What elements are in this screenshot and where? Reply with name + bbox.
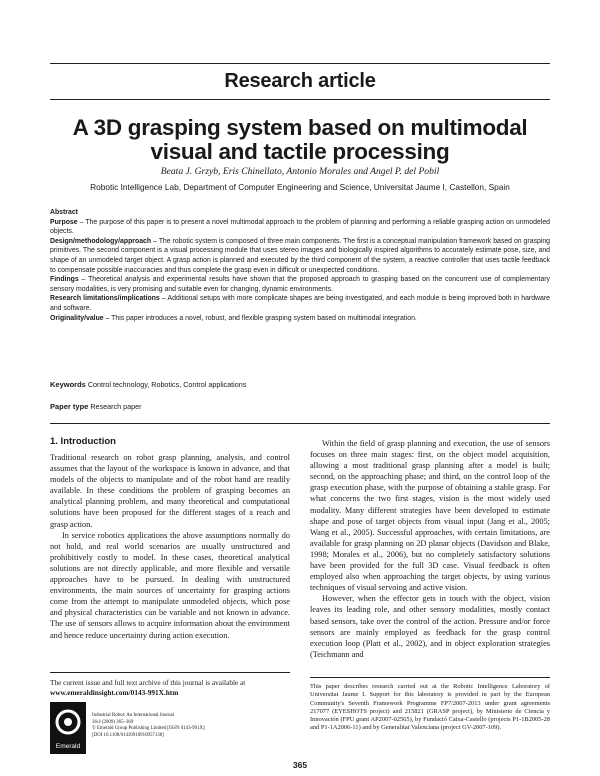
archive-note bbox=[50, 678, 290, 697]
purpose-label: Purpose bbox=[50, 218, 78, 226]
findings-text: – Theoretical analysis and experimental results have shown that the proposed approach to grasping based on the concurrent use of complementary sensory modalities, is very promising and suitable even for changing, dynamic environments. bbox=[50, 276, 550, 293]
logo-core bbox=[64, 718, 72, 726]
paper-title: A 3D grasping system based on multimodal visual and tactile processing bbox=[72, 115, 528, 164]
journal-volume: 36/4 (2009) 365–369 bbox=[92, 719, 134, 725]
paper-type-label: Paper type bbox=[50, 402, 89, 411]
abstract bbox=[50, 208, 550, 323]
limitations-label: Research limitations/implications bbox=[50, 295, 160, 303]
archive-link[interactable]: www.emeraldinsight.com/0143-991X.htm bbox=[50, 687, 179, 697]
page-number: 365 bbox=[292, 760, 308, 770]
paper-authors: Beata J. Grzyb, Eris Chinellato, Antonio Morales and Angel P. del Pobil bbox=[160, 166, 440, 177]
journal-name: Industrial Robot: An International Journal bbox=[92, 713, 175, 718]
purpose-text: – The purpose of this paper is to present a novel multimodal approach to the problem of planning and performing a reliable grasping action on unmodeled objects. bbox=[50, 218, 550, 236]
design-text: – The robotic system is composed of three main components. The first is a conceptual manipulation framework based on grasping primitives. The second component is a visual processing module that uses stereo images and biologically inspired algorithms to accurately estimate pose, size, and shape of an unmodeled target object. A grasp action is planned and executed by the third component of the system, a reactive controller that uses tactile feedback to compensate possible inaccuracies and thus complete the grasp even in difficult or unexpected conditions. bbox=[50, 237, 550, 274]
body-rule bbox=[50, 423, 550, 424]
originality-label: Originality/value bbox=[50, 314, 104, 322]
paragraph: Traditional research on robot grasp planning, analysis, and control assumes that the layout of the workspace is known in advance, and that models of the objects to manipulate and of the robot hand are readily available. In these conditions the problem of grasping becomes an analytical planning problem, and many theoretical and computational solutions have been proposed for the different stages of a reach and grasp action. bbox=[50, 453, 290, 529]
paper-affiliation: Robotic Intelligence Lab, Department of Computer Engineering and Science, Universitat Jaume I, Castellon, Spain bbox=[90, 182, 510, 192]
originality-text: – This paper introduces a novel, robust, and flexible grasping system based on multimodal integration. bbox=[105, 314, 417, 322]
emerald-logo bbox=[50, 702, 86, 754]
journal-copyright: © Emerald Group Publishing Limited [ISSN 0143-991X] bbox=[92, 726, 205, 732]
archive-note-text: The current issue and full text archive of this journal is available at bbox=[50, 678, 246, 687]
journal-doi: [DOI 10.1108/01439910910957138] bbox=[92, 733, 164, 739]
article-type-rule bbox=[50, 99, 550, 100]
limitations-text: – Additional setups with more complicate shapes are being investigated, and each module is being improved both in hardware and software. bbox=[50, 295, 550, 312]
keywords bbox=[50, 380, 550, 389]
paper-type-text: Research paper bbox=[90, 402, 142, 411]
article-type: Research article bbox=[224, 70, 376, 92]
funding-note: This paper describes research carried out at the Robotic Intelligence Laboratory of Universitat Jaume I. Support for this laboratory is provided in part by the European Community's Seventh Framework Programme FP7/2007-2013 under grant agreements 217077 (EYESHOTS project) and 215821 (GRASP project), by Ministerio de Ciencia y Innovación (FPU grant AP2007-02565), by Fundació Caixa-Castello (projects P1-1B2005-28 and P1-1A2006-11) and by Generalitat Valenciana (project GV-2007-109). bbox=[310, 683, 550, 732]
findings-label: Findings bbox=[50, 276, 79, 284]
design-label: Design/methodology/approach bbox=[50, 237, 152, 245]
paper-type bbox=[50, 402, 550, 411]
abstract-heading: Abstract bbox=[50, 209, 78, 216]
paragraph: In service robotics applications the above assumptions normally do not hold, and real world scenarios are usually unstructured and prohibitively costly to model. In these cases, theoretical analytical solutions are not directly applicable, and more flexible and versatile approaches have to be pursued. In dealing with unstructured environments, the main sources of uncertainty for grasping actions come from the attempt to manipulate unmodeled objects, which pose and physical characteristics can be variable and not known in advance. The use of sensors allows to acquire information about the environment and hence reduce uncertainty during action execution. bbox=[50, 530, 290, 640]
paragraph: However, when the effector gets in touch with the object, vision leaves its leading role, and other sensory modalities, mostly contact based sensors, take over the control of the action. Pressure and/or force sensors are mainly employed as feedback for the grasp control execution loop (Platt et al., 2002), and in object exploration strategies (Teichmann and bbox=[310, 594, 550, 659]
keywords-label: Keywords bbox=[50, 380, 86, 389]
footnote-rule-right bbox=[310, 677, 550, 678]
right-column bbox=[310, 438, 550, 660]
footnote-rule-left bbox=[50, 672, 290, 673]
paragraph: Within the field of grasp planning and execution, the use of sensors focuses on three main stages: first, on the object model acquisition, allowing a most traditional grasp planning after a model is built; second, on the approaching phase; and third, on the control loop of the grasp execution phase, with the purpose of obtaining a stable grasp. For what concerns the two first stages, vision is the most widely used modality. Many different strategies have been developed to estimate shape and pose of target objects from visual input (Jang et al., 2005; Wang et al., 2005). Successful approaches, with certain limitations, are available for grasp planning on 2D planar objects (Davidson and Blake, 1998; Morales et al., 2006), but no completely satisfactory solutions have been provided for the full 3D case. Visual feedback is often employed also when approaching the target objects, by using various techniques of visual servoing and active vision. bbox=[310, 439, 550, 593]
keywords-text: Control technology, Robotics, Control applications bbox=[87, 380, 247, 389]
logo-text: Emerald bbox=[55, 743, 81, 750]
section-title: 1. Introduction bbox=[50, 436, 116, 447]
top-rule bbox=[50, 63, 550, 64]
left-column bbox=[50, 452, 290, 641]
journal-info bbox=[92, 713, 292, 740]
